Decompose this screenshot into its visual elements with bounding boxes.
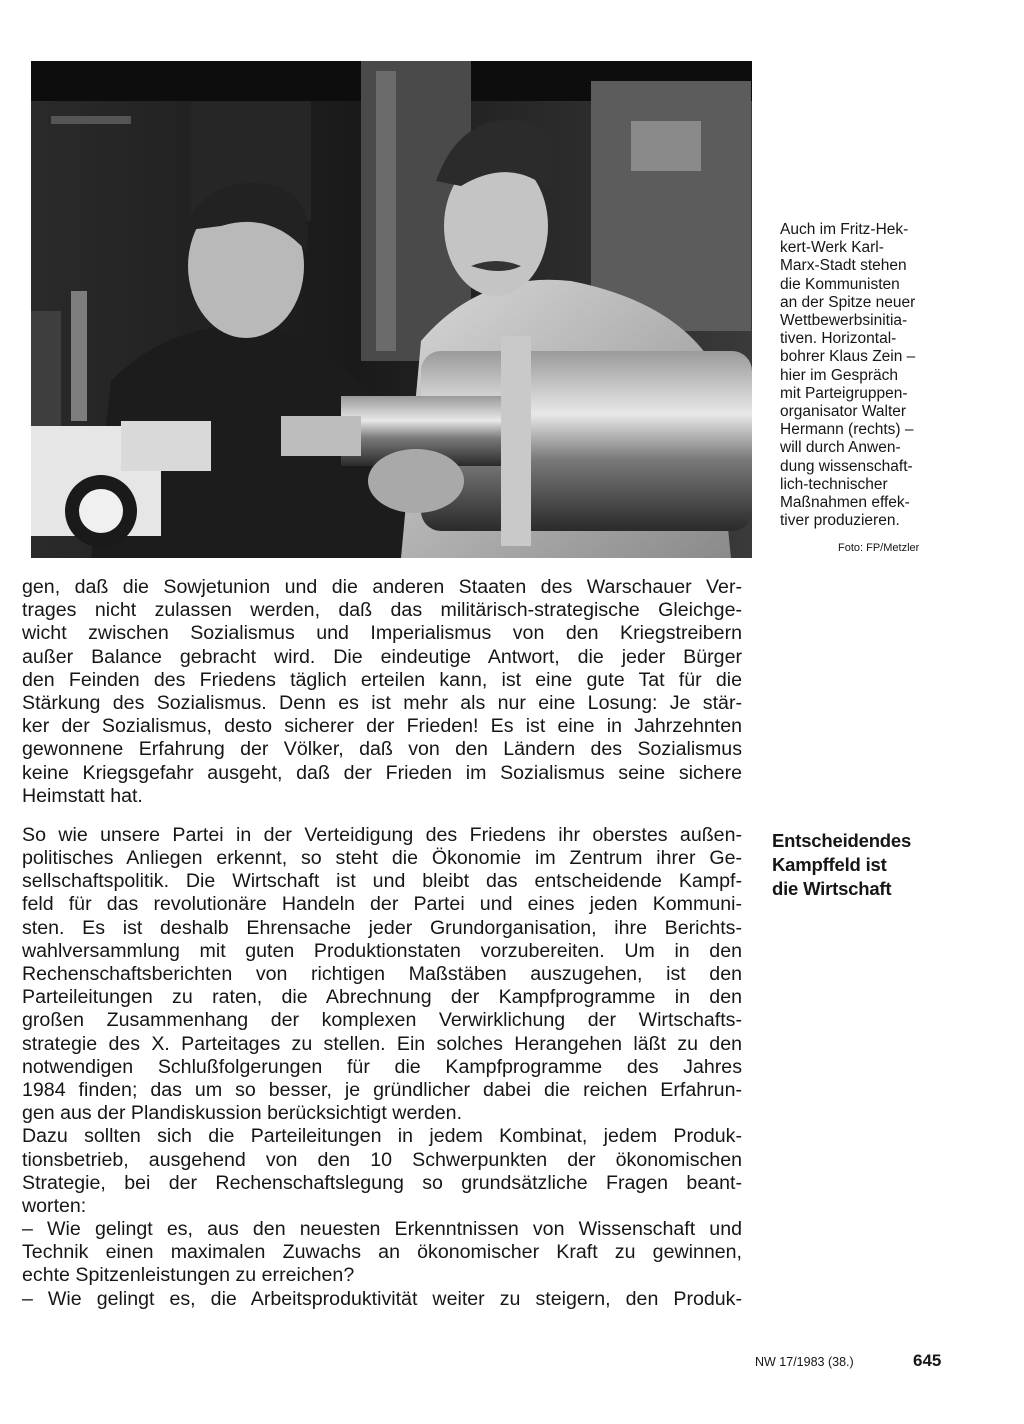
caption-line: tiver produzieren.: [780, 512, 900, 530]
text-line: Strategie, bei der Rechenschaftslegung so grundsätzliche Fragen beant-: [22, 1171, 742, 1194]
text-line: Technik einen maximalen Zuwachs an ökonomischer Kraft zu gewinnen,: [22, 1241, 742, 1264]
text-line: sten. Es ist deshalb Ehrensache jeder Grundorganisation, ihre Berichts-: [22, 916, 742, 939]
text-line: So wie unsere Partei in der Verteidigung des Friedens ihr oberstes außen-: [22, 823, 742, 846]
list-item: – Wie gelingt es, aus den neuesten Erkenntnissen von Wissenschaft und: [22, 1218, 742, 1241]
caption-line: Hermann (rechts) –: [780, 421, 914, 439]
caption-line: tiven. Horizontal-: [780, 330, 897, 348]
text-line: echte Spitzenleistungen zu erreichen?: [22, 1264, 355, 1287]
text-line: keine Kriegsgefahr ausgeht, daß der Frieden im Sozialismus seine sichere: [22, 761, 742, 784]
paragraph-gap: [22, 808, 742, 824]
text-line: Dazu sollten sich die Parteileitungen in jedem Kombinat, jedem Produk-: [22, 1125, 742, 1148]
text-line: worten:: [22, 1194, 87, 1217]
caption-line: mit Parteigruppen-: [780, 384, 908, 402]
paragraph-1: [22, 576, 742, 808]
text-line: politisches Anliegen erkennt, so steht die Ökonomie im Zentrum ihrer Ge-: [22, 847, 742, 870]
article-photo: [31, 61, 752, 558]
caption-line: hier im Gespräch: [780, 366, 899, 384]
list-item: – Wie gelingt es, die Arbeitsproduktivität weiter zu steigern, den Produk-: [22, 1287, 742, 1310]
text-line: außer Balance gebracht wird. Die eindeutige Antwort, die jeder Bürger: [22, 645, 742, 668]
caption-line: Wettbewerbsinitia-: [780, 312, 908, 330]
caption-line: organisator Walter: [780, 403, 907, 421]
paragraph-3: [22, 1125, 742, 1311]
side-heading: [772, 829, 911, 901]
caption-line: Marx-Stadt stehen: [780, 257, 907, 275]
text-line: Rechenschaftsberichten von richtigen Maßstäben auszugehen, ist den: [22, 963, 742, 985]
text-line: den Feinden des Friedens täglich erteilen kann, ist eine gute Tat für die: [22, 668, 742, 691]
text-line: Stärkung des Sozialismus. Denn es ist mehr als nur eine Losung: Je stär-: [22, 691, 742, 714]
page-number: 645: [913, 1351, 942, 1370]
caption-line: kert-Werk Karl-: [780, 239, 884, 257]
text-line: Heimstatt hat.: [22, 784, 143, 807]
text-line: tionsbetrieb, ausgehend von den 10 Schwerpunkten der ökonomischen: [22, 1148, 742, 1171]
text-line: sellschaftspolitik. Die Wirtschaft ist und bleibt das entscheidende Kampf-: [22, 870, 742, 893]
text-line: gen aus der Plandiskussion berücksichtigt werden.: [22, 1102, 463, 1125]
text-line: trages nicht zulassen werden, daß das militärisch-strategische Gleichge-: [22, 599, 742, 622]
photo-caption: [780, 221, 980, 530]
text-line: strategie des X. Parteitages zu stellen. Ein solches Herangehen läßt zu den: [22, 1032, 742, 1055]
text-line: ker der Sozialismus, desto sicherer der Frieden! Es ist eine in Jahrzehnten: [22, 715, 742, 738]
text-line: Parteileitungen zu raten, die Abrechnung der Kampfprogramme in den: [22, 986, 742, 1009]
text-line: wicht zwischen Sozialismus und Imperialismus von den Kriegstreibern: [22, 622, 742, 645]
side-heading-line: Kampffeld ist: [772, 854, 887, 875]
issue-reference: NW 17/1983 (38.): [755, 1355, 854, 1369]
side-heading-line: die Wirtschaft: [772, 878, 892, 899]
photo-credit: Foto: FP/Metzler: [838, 542, 920, 554]
caption-line: Auch im Fritz-Hek-: [780, 221, 909, 238]
text-line: wahlversammlung mit guten Produktionstaten vorzubereiten. Um in den: [22, 939, 742, 962]
caption-line: bohrer Klaus Zein –: [780, 348, 916, 366]
caption-line: dung wissenschaft-: [780, 457, 913, 475]
side-heading-line: Entscheidendes: [772, 830, 912, 851]
paragraph-2: [22, 824, 742, 1125]
photo-image: [31, 61, 752, 558]
text-line: großen Zusammenhang der komplexen Verwirklichung der Wirtschafts-: [22, 1009, 742, 1032]
caption-line: Maßnahmen effek-: [780, 494, 910, 512]
text-line: feld für das revolutionäre Handeln der Partei und eines jeden Kommuni-: [22, 893, 742, 916]
article-body: [22, 576, 742, 1311]
caption-line: will durch Anwen-: [780, 439, 901, 457]
text-line: notwendigen Schlußfolgerungen für die Kampfprogramme des Jahres: [22, 1055, 742, 1078]
caption-line: an der Spitze neuer: [780, 293, 916, 311]
text-line: gen, daß die Sowjetunion und die anderen Staaten des Warschauer Ver-: [22, 576, 742, 598]
text-line: gewonnene Erfahrung der Völker, daß von den Ländern des Sozialismus: [22, 738, 742, 761]
caption-line: lich-technischer: [780, 475, 888, 493]
caption-line: die Kommunisten: [780, 275, 900, 293]
text-line: 1984 finden; das um so besser, je gründlicher dabei die reichen Erfahrun-: [22, 1078, 742, 1101]
